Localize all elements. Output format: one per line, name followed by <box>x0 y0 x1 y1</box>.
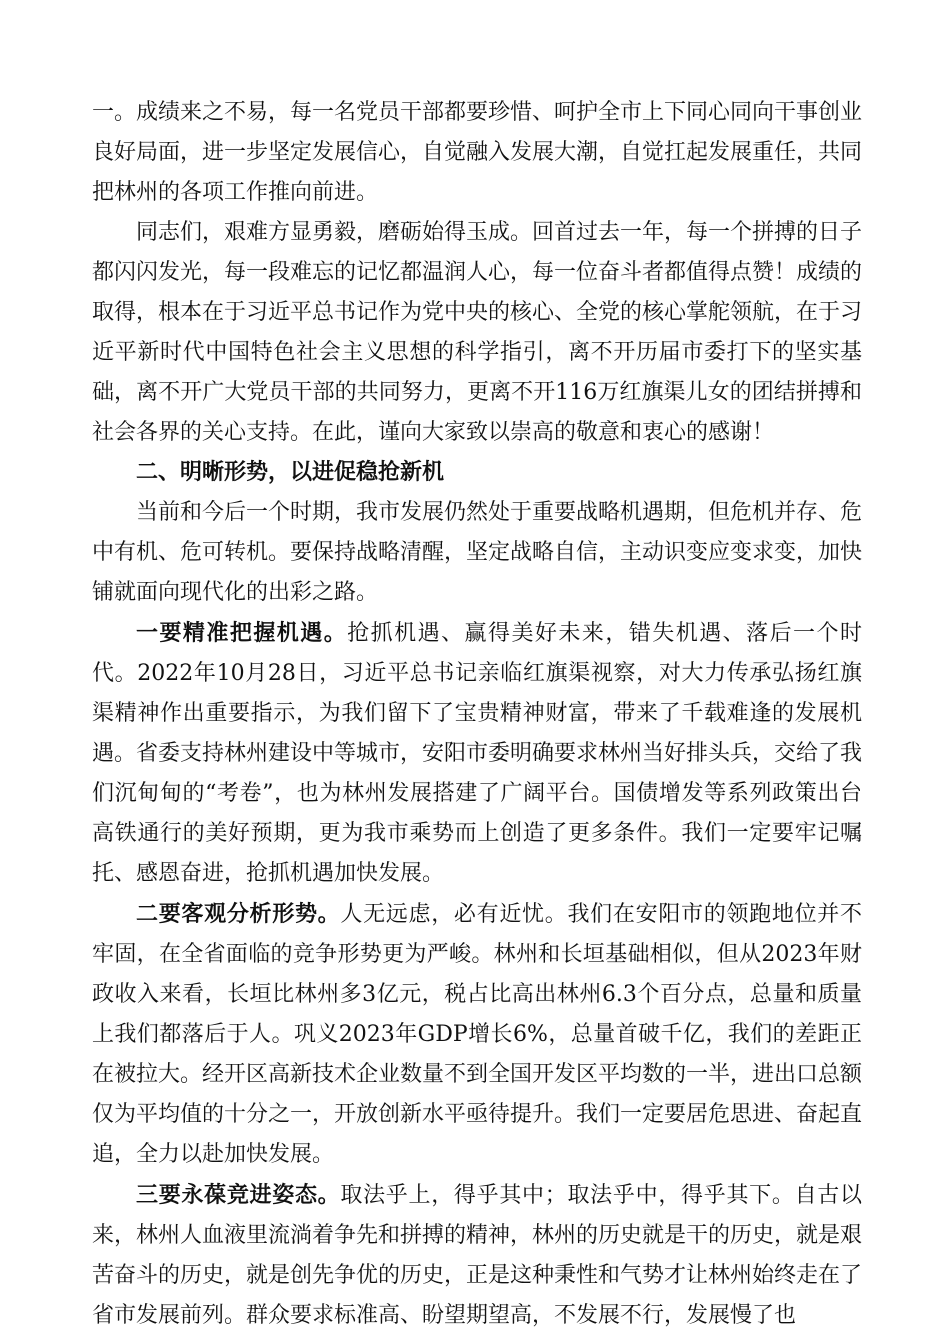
paragraph-4-lead: 一要精准把握机遇。 <box>136 620 348 646</box>
paragraph-5 <box>92 894 862 1175</box>
paragraph-6 <box>92 1175 862 1336</box>
paragraph-1-text: 一。成绩来之不易，每一名党员干部都要珍惜、呵护全市上下同心同向干事创业良好局面，进一步坚定发展信心，自觉融入发展大潮，自觉扛起发展重任，共同把林州的各项工作推向前进。 <box>92 100 863 205</box>
paragraph-3 <box>92 493 862 613</box>
section-heading-2-text: 二、明晰形势，以进促稳抢新机 <box>136 460 445 485</box>
paragraph-4 <box>92 613 862 894</box>
paragraph-2 <box>92 213 862 453</box>
paragraph-2-text: 同志们，艰难方显勇毅，磨砺始得玉成。回首过去一年，每一个拼搏的日子都闪闪发光，每一段难忘的记忆都温润人心，每一位奋斗者都值得点赞！成绩的取得，根本在于习近平总书记作为党中央的核心、全党的核心掌舵领航，在于习近平新时代中国特色社会主义思想的科学指引，离不开历届市委打下的坚实基础，离不开广大党员干部的共同努力，更离不开116万红旗渠儿女的团结拼搏和社会各界的关心支持。在此，谨向大家致以崇高的敬意和衷心的感谢！ <box>92 220 863 445</box>
section-heading-2 <box>92 453 862 493</box>
paragraph-6-text: 取法乎上，得乎其中；取法乎中，得乎其下。自古以来，林州人血液里流淌着争先和拼搏的精神，林州的历史就是干的历史，就是艰苦奋斗的历史，就是创先争优的历史，正是这种秉性和气势才让林州始终走在了省市发展前列。群众要求标准高、盼望期望高，不发展不行，发展慢了也 <box>92 1183 863 1328</box>
paragraph-3-text: 当前和今后一个时期，我市发展仍然处于重要战略机遇期，但危机并存、危中有机、危可转机。要保持战略清醒，坚定战略自信，主动识变应变求变，加快铺就面向现代化的出彩之路。 <box>92 500 863 605</box>
paragraph-6-lead: 三要永葆竞进姿态。 <box>136 1182 341 1208</box>
document-body <box>92 93 862 1336</box>
paragraph-4-text: 抢抓机遇、赢得美好未来，错失机遇、落后一个时代。2022年10月28日，习近平总书记亲临红旗渠视察，对大力传承弘扬红旗渠精神作出重要指示，为我们留下了宝贵精神财富，带来了千载难逢的发展机遇。省委支持林州建设中等城市，安阳市委明确要求林州当好排头兵，交给了我们沉甸甸的“考卷”，也为林州发展搭建了广阔平台。国债增发等系列政策出台高铁通行的美好预期，更为我市乘势而上创造了更多条件。我们一定要牢记嘱托、感恩奋进，抢抓机遇加快发展。 <box>92 621 863 886</box>
paragraph-5-lead: 二要客观分析形势。 <box>136 901 341 927</box>
paragraph-5-text: 人无远虑，必有近忧。我们在安阳市的领跑地位并不牢固，在全省面临的竞争形势更为严峻。林州和长垣基础相似，但从2023年财政收入来看，长垣比林州多3亿元，税占比高出林州6.3个百分点，总量和质量上我们都落后于人。巩义2023年GDP增长6%，总量首破千亿，我们的差距正在被拉大。经开区高新技术企业数量不到全国开发区平均数的一半，进出口总额仅为平均值的十分之一，开放创新水平亟待提升。我们一定要居危思进、奋起直追，全力以赴加快发展。 <box>92 902 863 1167</box>
paragraph-1 <box>92 93 862 213</box>
